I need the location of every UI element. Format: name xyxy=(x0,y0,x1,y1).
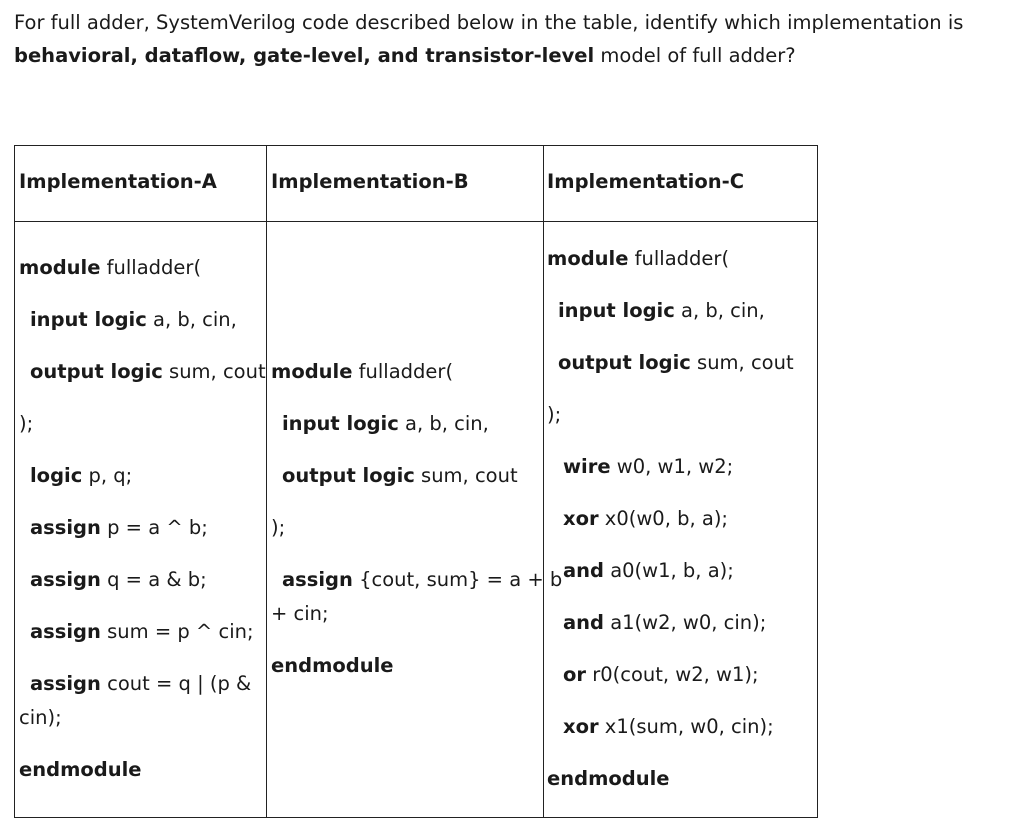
code-line-c-6: xor x0(w0, b, a); xyxy=(563,507,729,530)
code-line-b-4: ); xyxy=(271,516,286,539)
code-line-c-5: wire w0, w1, w2; xyxy=(563,455,734,478)
code-line-c-4: ); xyxy=(547,403,562,426)
question-bold-terms: behavioral, dataflow, gate-level, and transistor-level xyxy=(14,44,595,67)
code-line-c-11: endmodule xyxy=(547,767,670,790)
code-line-a-5: logic p, q; xyxy=(30,464,133,487)
code-line-c-8: and a1(w2, w0, cin); xyxy=(563,611,767,634)
code-line-b-5: assign {cout, sum} = a + b xyxy=(282,568,563,591)
code-line-b-3: output logic sum, cout xyxy=(282,464,518,487)
column-divider-2 xyxy=(543,146,544,817)
code-line-c-10: xor x1(sum, w0, cin); xyxy=(563,715,774,738)
code-line-a-7: assign q = a & b; xyxy=(30,568,207,591)
question-part-2: model of full adder? xyxy=(594,44,796,67)
header-implementation-c: Implementation-C xyxy=(547,170,745,193)
code-line-a-6: assign p = a ^ b; xyxy=(30,516,208,539)
code-line-c-1: module fulladder( xyxy=(547,247,730,270)
header-implementation-b: Implementation-B xyxy=(271,170,469,193)
code-line-c-9: or r0(cout, w2, w1); xyxy=(563,663,759,686)
question-part-1: For full adder, SystemVerilog code described below in the table, identify which implementation is xyxy=(14,11,964,34)
code-line-b-2: input logic a, b, cin, xyxy=(282,412,489,435)
code-line-a-2: input logic a, b, cin, xyxy=(30,308,237,331)
code-line-c-2: input logic a, b, cin, xyxy=(558,299,765,322)
code-table xyxy=(14,145,818,818)
code-line-a-1: module fulladder( xyxy=(19,256,202,279)
code-line-a-8: assign sum = p ^ cin; xyxy=(30,620,254,643)
question-text xyxy=(14,6,1014,72)
header-implementation-a: Implementation-A xyxy=(19,170,217,193)
code-line-a-10: endmodule xyxy=(19,758,142,781)
header-divider xyxy=(15,221,817,222)
code-line-a-3: output logic sum, cout xyxy=(30,360,266,383)
code-line-c-7: and a0(w1, b, a); xyxy=(563,559,734,582)
code-line-c-3: output logic sum, cout xyxy=(558,351,794,374)
code-line-b-5-wrap: + cin; xyxy=(271,602,329,625)
column-divider-1 xyxy=(266,146,267,817)
code-line-a-9: assign cout = q | (p & xyxy=(30,672,252,695)
code-line-a-9-wrap: cin); xyxy=(19,706,62,729)
code-line-b-1: module fulladder( xyxy=(271,360,454,383)
code-line-b-6: endmodule xyxy=(271,654,394,677)
code-line-a-4: ); xyxy=(19,412,34,435)
